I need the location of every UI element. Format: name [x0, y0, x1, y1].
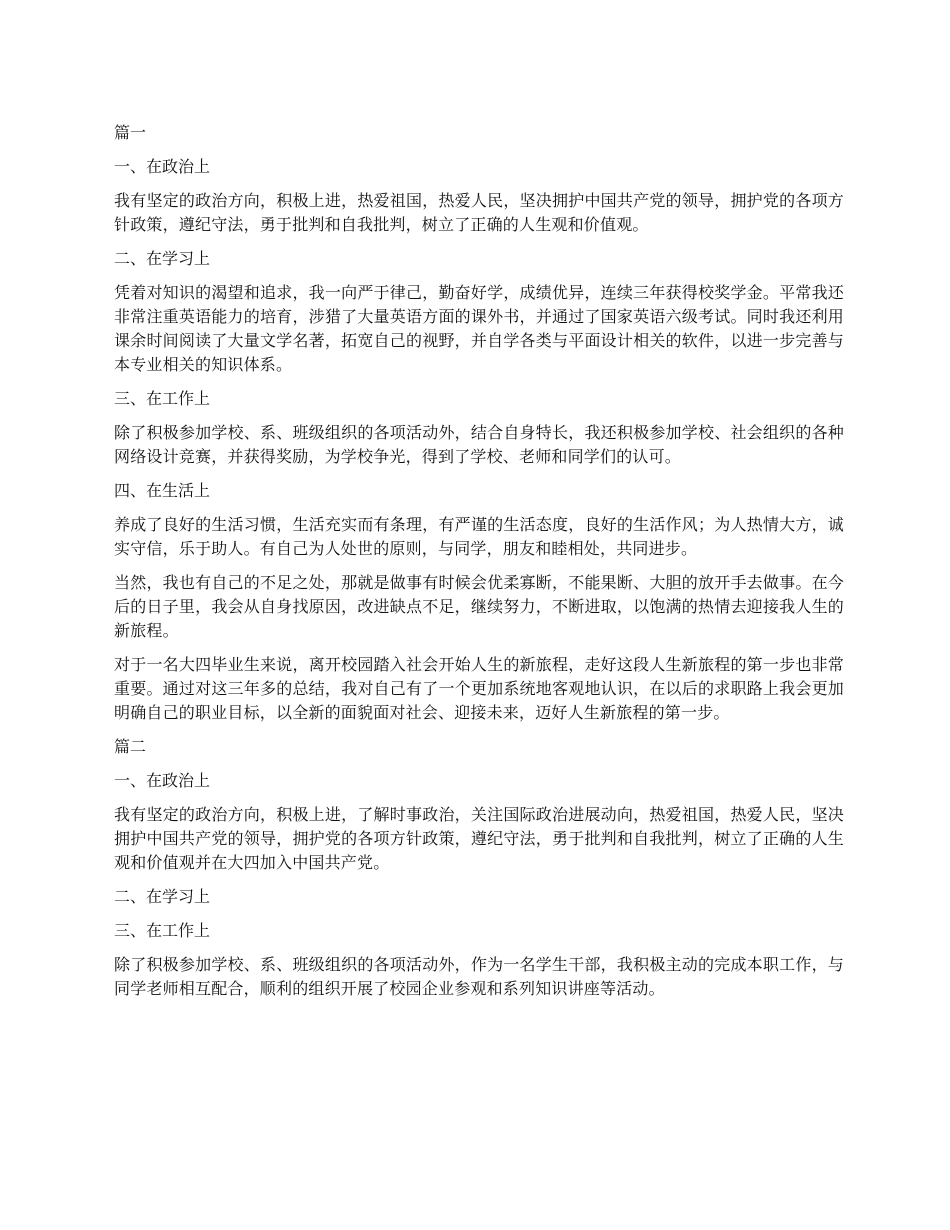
heading-life: 四、在生活上	[114, 481, 211, 500]
heading-politics-2: 一、在政治上	[114, 771, 211, 790]
paragraph-politics: 我有坚定的政治方向，积极上进，热爱祖国，热爱人民，坚决拥护中国共产党的领导，拥护党的各项方针政策，遵纪守法，勇于批判和自我批判，树立了正确的人生观和价值观。	[114, 191, 844, 234]
section-title-part-one: 篇一	[114, 123, 147, 142]
heading-politics: 一、在政治上	[114, 157, 211, 176]
heading-work: 三、在工作上	[114, 389, 211, 408]
paragraph-conclusion: 对于一名大四毕业生来说，离开校园踏入社会开始人生的新旅程，走好这段人生新旅程的第一步也非常重要。通过对这三年多的总结，我对自己有了一个更加系统地客观地认识，在以后的求职路上我会更加明确自己的职业目标，以全新的面貌面对社会、迎接未来，迈好人生新旅程的第一步。	[114, 655, 844, 722]
paragraph-life: 养成了良好的生活习惯，生活充实而有条理，有严谨的生活态度，良好的生活作风；为人热情大方，诚实守信，乐于助人。有自己为人处世的原则，与同学，朋友和睦相处，共同进步。	[114, 515, 844, 558]
heading-study-2: 二、在学习上	[114, 887, 211, 906]
document-body	[114, 121, 844, 1001]
paragraph-politics-2: 我有坚定的政治方向，积极上进，了解时事政治，关注国际政治进展动向，热爱祖国，热爱人民，坚决拥护中国共产党的领导，拥护党的各项方针政策，遵纪守法，勇于批判和自我批判，树立了正确的人生观和价值观并在大四加入中国共产党。	[114, 805, 844, 872]
paragraph-shortcomings: 当然，我也有自己的不足之处，那就是做事有时候会优柔寡断，不能果断、大胆的放开手去做事。在今后的日子里，我会从自身找原因，改进缺点不足，继续努力，不断进取，以饱满的热情去迎接我人生的新旅程。	[114, 573, 844, 640]
section-title-part-two: 篇二	[114, 737, 147, 756]
heading-study: 二、在学习上	[114, 249, 211, 268]
heading-work-2: 三、在工作上	[114, 921, 211, 940]
paragraph-work-2: 除了积极参加学校、系、班级组织的各项活动外，作为一名学生干部，我积极主动的完成本职工作，与同学老师相互配合，顺利的组织开展了校园企业参观和系列知识讲座等活动。	[114, 955, 844, 998]
paragraph-study: 凭着对知识的渴望和追求，我一向严于律己，勤奋好学，成绩优异，连续三年获得校奖学金。平常我还非常注重英语能力的培育，涉猎了大量英语方面的课外书，并通过了国家英语六级考试。同时我还利用课余时间阅读了大量文学名著，拓宽自己的视野，并自学各类与平面设计相关的软件，以进一步完善与本专业相关的知识体系。	[114, 283, 844, 374]
paragraph-work: 除了积极参加学校、系、班级组织的各项活动外，结合自身特长，我还积极参加学校、社会组织的各种网络设计竞赛，并获得奖励，为学校争光，得到了学校、老师和同学们的认可。	[114, 423, 844, 466]
